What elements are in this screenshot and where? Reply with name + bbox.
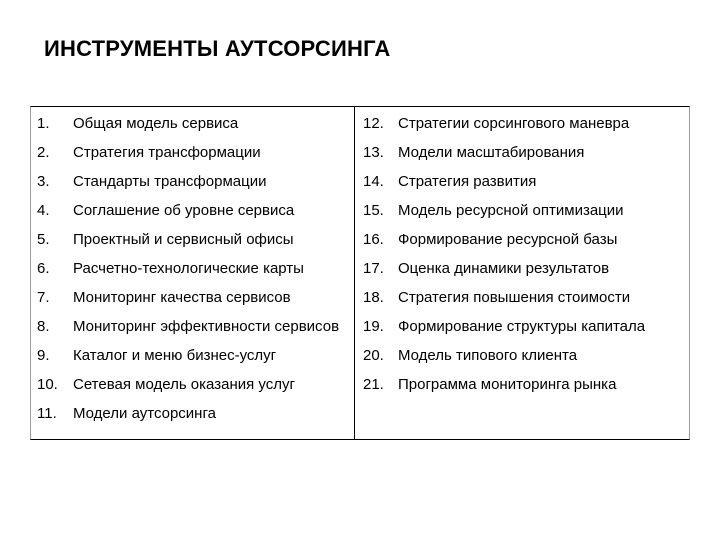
item-text: Модели аутсорсинга	[73, 405, 216, 422]
item-number: 13.	[363, 144, 384, 161]
item-text: Модели масштабирования	[398, 144, 585, 161]
list-item	[363, 202, 685, 220]
item-text: Стратегии сорсингового маневра	[398, 115, 630, 132]
list-item	[37, 173, 349, 191]
item-number: 7.	[37, 289, 50, 306]
item-text: Формирование ресурсной базы	[398, 231, 618, 248]
item-number: 8.	[37, 318, 50, 335]
list-item	[37, 376, 349, 394]
item-text: Стратегия развития	[398, 173, 537, 190]
item-number: 1.	[37, 115, 50, 132]
item-text: Программа мониторинга рынка	[398, 376, 617, 393]
item-text: Модель ресурсной оптимизации	[398, 202, 624, 219]
list-item	[363, 260, 685, 278]
list-item	[363, 144, 685, 162]
item-number: 4.	[37, 202, 50, 219]
item-text: Расчетно-технологические карты	[73, 260, 304, 277]
item-text: Формирование структуры капитала	[398, 318, 646, 335]
item-text: Стратегия трансформации	[73, 144, 261, 161]
list-item	[37, 231, 349, 249]
item-number: 10.	[37, 376, 58, 393]
list-item	[363, 376, 685, 394]
list-item	[37, 115, 349, 133]
list-item	[37, 202, 349, 220]
list-item	[37, 318, 349, 336]
item-number: 18.	[363, 289, 384, 306]
page-title: ИНСТРУМЕНТЫ АУТСОРСИНГА	[44, 36, 391, 61]
item-number: 19.	[363, 318, 384, 335]
item-text: Каталог и меню бизнес-услуг	[73, 347, 277, 364]
item-text: Сетевая модель оказания услуг	[73, 376, 295, 393]
item-number: 21.	[363, 376, 384, 393]
list-item	[363, 289, 685, 307]
item-text: Мониторинг качества сервисов	[73, 289, 291, 306]
item-number: 14.	[363, 173, 384, 190]
item-text: Стандарты трансформации	[73, 173, 267, 190]
item-number: 3.	[37, 173, 50, 190]
item-number: 15.	[363, 202, 384, 219]
item-text: Мониторинг эффективности сервисов	[73, 318, 340, 335]
list-item	[363, 173, 685, 191]
item-text: Проектный и сервисный офисы	[73, 231, 294, 248]
list-item	[37, 405, 349, 423]
item-text: Стратегия повышения стоимости	[398, 289, 631, 306]
right-column	[363, 115, 685, 405]
item-number: 17.	[363, 260, 384, 277]
item-text: Оценка динамики результатов	[398, 260, 610, 277]
item-number: 20.	[363, 347, 384, 364]
list-item	[37, 347, 349, 365]
item-number: 16.	[363, 231, 384, 248]
item-number: 2.	[37, 144, 50, 161]
instruments-table	[30, 106, 690, 440]
list-item	[363, 115, 685, 133]
item-text: Соглашение об уровне сервиса	[73, 202, 295, 219]
item-number: 9.	[37, 347, 50, 364]
item-number: 5.	[37, 231, 50, 248]
item-text: Модель типового клиента	[398, 347, 578, 364]
list-item	[363, 231, 685, 249]
item-text: Общая модель сервиса	[73, 115, 239, 132]
list-item	[37, 289, 349, 307]
list-item	[37, 260, 349, 278]
item-number: 12.	[363, 115, 384, 132]
list-item	[363, 347, 685, 365]
left-column	[37, 115, 349, 434]
list-item	[37, 144, 349, 162]
column-divider	[354, 107, 355, 439]
item-number: 6.	[37, 260, 50, 277]
list-item	[363, 318, 685, 336]
item-number: 11.	[37, 405, 57, 422]
